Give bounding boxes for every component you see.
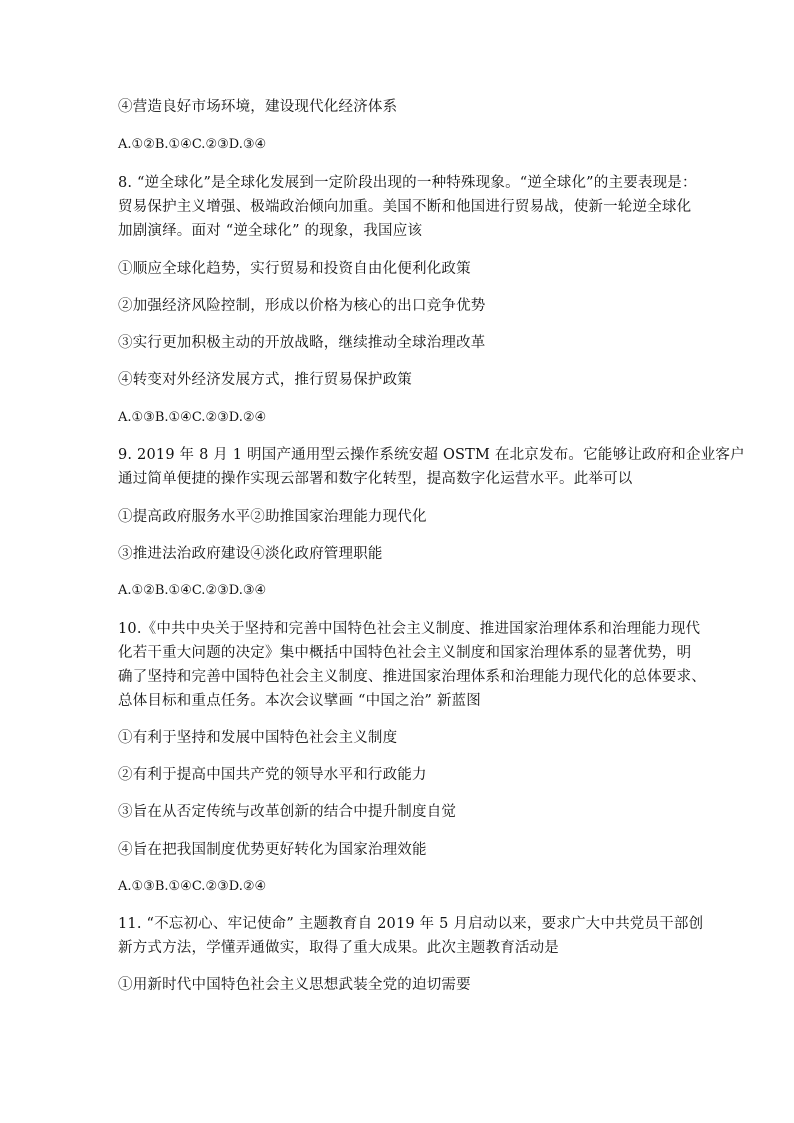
option-3-q10: ③旨在从否定传统与改革创新的结合中提升制度自觉 <box>118 804 457 820</box>
question-8-line-1: 8. “逆全球化”是全球化发展到一定阶段出现的一种特殊现象。“逆全球化”的主要表现是： <box>118 175 697 191</box>
question-10-line-2: 化若干重大问题的决定》集中概括中国特色社会主义制度和国家治理体系的显著优势，明 <box>118 645 692 661</box>
question-9-line-2: 通过简单便捷的操作实现云部署和数字化转型，提高数字化运营水平。此举可以 <box>118 471 633 487</box>
question-9-line-1: 9. 2019 年 8 月 1 明国产通用型云操作系统安超 OSTM 在北京发布。它能够让政府和企业客户 <box>118 447 745 463</box>
option-4-q8: ④转变对外经济发展方式，推行贸易保护政策 <box>118 372 412 388</box>
question-11-line-1: 11. “不忘初心、牢记使命” 主题教育自 2019 年 5 月启动以来，要求广大中共党员干部创 <box>118 916 704 932</box>
question-8-line-2: 贸易保护主义增强、极端政治倾向加重。美国不断和他国进行贸易战，使新一轮逆全球化 <box>118 199 692 215</box>
question-10-line-3: 确了坚持和完善中国特色社会主义制度、推进国家治理体系和治理能力现代化的总体要求、 <box>118 669 706 685</box>
answer-choices-q9: A.①②B.①④C.②③D.③④ <box>118 583 267 598</box>
options-3-4-q9: ③推进法治政府建设④淡化政府管理职能 <box>118 546 383 562</box>
option-1-q11: ①用新时代中国特色社会主义思想武装全党的迫切需要 <box>118 977 471 993</box>
answer-choices-q8: A.①③B.①④C.②③D.②④ <box>118 410 267 425</box>
option-3-q8: ③实行更加积极主动的开放战略，继续推动全球治理改革 <box>118 335 486 351</box>
question-11-line-2: 新方式方法，学懂弄通做实，取得了重大成果。此次主题教育活动是 <box>118 940 559 956</box>
option-4-q10: ④旨在把我国制度优势更好转化为国家治理效能 <box>118 842 427 858</box>
option-2-q10: ②有利于提高中国共产党的领导水平和行政能力 <box>118 767 427 783</box>
option-1-q8: ①顺应全球化趋势，实行贸易和投资自由化便利化政策 <box>118 261 471 277</box>
question-10-line-4: 总体目标和重点任务。本次会议擘画 “中国之治” 新蓝图 <box>118 693 481 709</box>
option-4-q7: ④营造良好市场环境，建设现代化经济体系 <box>118 99 398 115</box>
answer-choices-q7: A.①②B.①④C.②③D.③④ <box>118 137 267 152</box>
option-1-q10: ①有利于坚持和发展中国特色社会主义制度 <box>118 730 398 746</box>
option-2-q8: ②加强经济风险控制，形成以价格为核心的出口竞争优势 <box>118 298 486 314</box>
answer-choices-q10: A.①③B.①④C.②③D.②④ <box>118 879 267 894</box>
question-8-line-3: 加剧演绎。面对 “逆全球化” 的现象，我国应该 <box>118 223 423 239</box>
question-10-line-1: 10.《中共中央关于坚持和完善中国特色社会主义制度、推进国家治理体系和治理能力现代 <box>118 621 701 637</box>
options-1-2-q9: ①提高政府服务水平②助推国家治理能力现代化 <box>118 509 427 525</box>
